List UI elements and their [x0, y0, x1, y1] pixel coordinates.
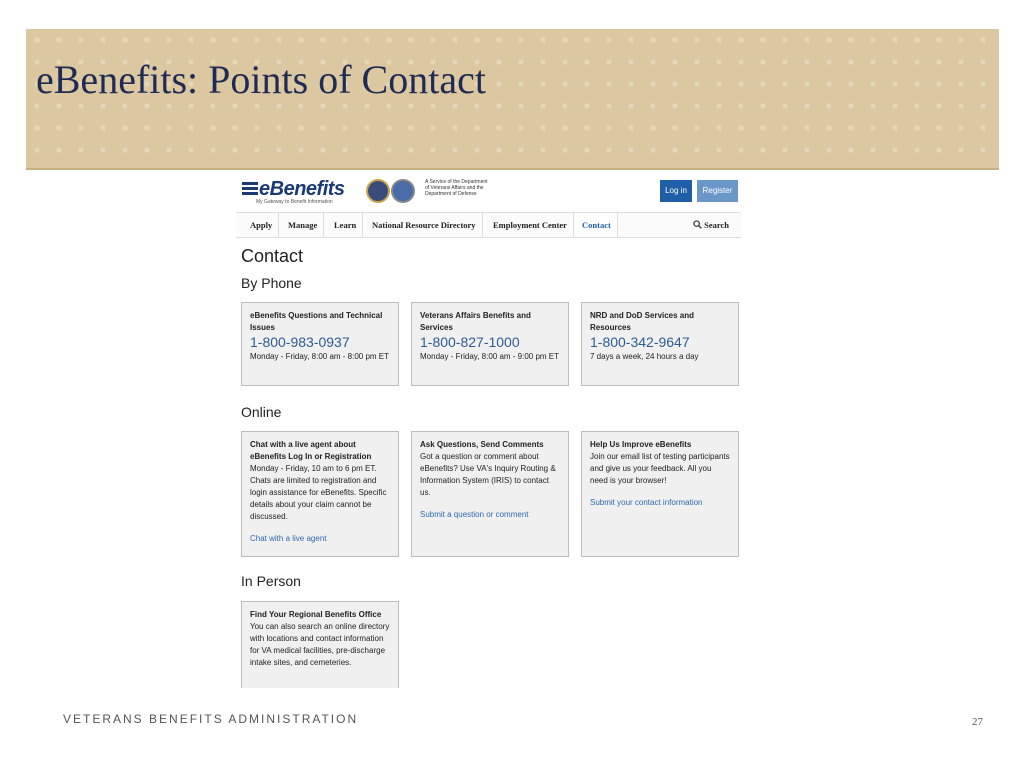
logo-tagline: My Gateway to Benefit Information — [256, 199, 333, 205]
phone-card-va: Veterans Affairs Benefits and Services 1-800-827-1000 Monday - Friday, 8:00 am - 9:00 pm ET — [411, 302, 569, 386]
nav-search[interactable]: Search — [693, 213, 729, 237]
section-in-person: In Person — [241, 573, 301, 589]
site-header — [236, 170, 741, 212]
submit-contact-info-link[interactable]: Submit your contact information — [590, 498, 703, 507]
phone-number[interactable]: 1-800-342-9647 — [590, 334, 690, 350]
inperson-card: Find Your Regional Benefits Office You can also search an online directory with locations and contact information for VA medical facilities, pre-discharge intake sites, and cemeteries. — [241, 601, 399, 688]
slide-footer: VETERANS BENEFITS ADMINISTRATION — [63, 712, 359, 726]
ebenefits-logo[interactable]: eBenefits My Gateway to Benefit Information — [242, 178, 345, 205]
service-statement: A Service of the Department of Veterans Affairs and the Department of Defense — [425, 179, 488, 197]
ebenefits-screenshot — [236, 170, 741, 688]
nav-employment-center[interactable]: Employment Center — [487, 213, 574, 237]
page-number: 27 — [972, 716, 983, 728]
main-nav — [236, 212, 741, 238]
phone-number[interactable]: 1-800-983-0937 — [250, 334, 350, 350]
register-button[interactable]: Register — [697, 180, 738, 202]
nav-manage[interactable]: Manage — [282, 213, 324, 237]
phone-card-nrd: NRD and DoD Services and Resources 1-800-342-9647 7 days a week, 24 hours a day — [581, 302, 739, 386]
flag-stripes-icon — [242, 182, 258, 196]
submit-question-link[interactable]: Submit a question or comment — [420, 510, 529, 519]
nav-contact[interactable]: Contact — [576, 213, 618, 237]
slide-title: eBenefits: Points of Contact — [36, 57, 486, 102]
nav-apply[interactable]: Apply — [244, 213, 279, 237]
phone-card-ebenefits: eBenefits Questions and Technical Issues 1-800-983-0937 Monday - Friday, 8:00 am - 8:00 pm ET — [241, 302, 399, 386]
department-seals — [366, 179, 416, 208]
online-card-chat: Chat with a live agent about eBenefits Log In or Registration Monday - Friday, 10 am to 6 pm ET. Chats are limited to registration and login assistance for eBenefits. Specific details about your claim cannot be discussed. Chat with a live agent — [241, 431, 399, 557]
online-card-improve: Help Us Improve eBenefits Join our email list of testing participants and give us your feedback. All you need is your browser! Submit your contact information — [581, 431, 739, 557]
search-icon — [693, 220, 702, 229]
page-heading: Contact — [241, 246, 304, 266]
section-by-phone: By Phone — [241, 275, 302, 291]
section-online: Online — [241, 404, 282, 420]
nav-national-resource-directory[interactable]: National Resource Directory — [366, 213, 483, 237]
va-seal-icon — [366, 179, 390, 203]
nav-learn[interactable]: Learn — [328, 213, 363, 237]
login-button[interactable]: Log in — [660, 180, 692, 202]
online-card-questions: Ask Questions, Send Comments Got a question or comment about eBenefits? Use VA's Inquiry Routing & Information System (IRIS) to contact us. Submit a question or comment — [411, 431, 569, 557]
phone-number[interactable]: 1-800-827-1000 — [420, 334, 520, 350]
dod-seal-icon — [391, 179, 415, 203]
chat-live-agent-link[interactable]: Chat with a live agent — [250, 534, 327, 543]
